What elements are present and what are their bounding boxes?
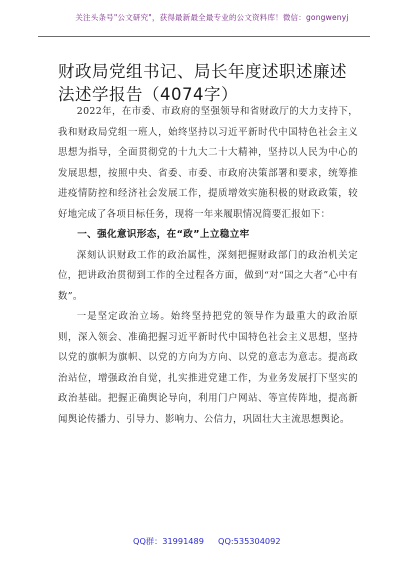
section-paragraph: 深刻认识财政工作的政治属性，深刻把握财政部门的政治机关定位，把讲政治贯彻到工作的全过程各方面，做到“对“国之大者”心中有数”。 — [58, 249, 358, 302]
section-paragraph: 一是坚定政治立场。始终坚持把党的领导作为最重大的政治原则，深入领会、准确把握习近平新时代中国特色社会主义思想，坚持以党的旗帜为旗帜、以党的方向为方向、以党的意志为意志。提高政治站位，增强政治自觉，扎实推进党建工作，为业务发展打下坚实的政治基础。把握正确舆论导向，利用门户网站、等宣传阵地，提高新闻舆论传播力、引导力、影响力、公信力，巩固壮大主流思想舆论。 — [58, 311, 358, 425]
document-body — [58, 102, 358, 430]
footer-qq-contact: QQ:535304092 — [218, 536, 281, 546]
intro-paragraph: 2022年，在市委、市政府的坚强领导和省财政厅的大力支持下，我和财政局党组一班人，始终坚持以习近平新时代中国特色社会主义思想为指导，全面贯彻党的十九大二十大精神，坚持以人民为中心的发展思想，按照中央、省委、市委、市政府决策部署和要求，统筹推进疫情防控和经济社会发展工作，提质增效实施积极的财政政策，较好地完成了各项目标任务，现将一年来履职情况简要汇报如下： — [58, 106, 358, 220]
footer-qq-group: QQ群：31991489 — [133, 536, 204, 546]
header-banner: 关注头条号"公文研究"，获得最新最全最专业的公文资料库！微信：gongwenyj — [75, 13, 349, 22]
section-heading: 一、强化意识形态，在“政”上立稳立牢 — [77, 229, 250, 240]
header-divider — [38, 36, 370, 37]
document-title: 财政局党组书记、局长年度述职述廉述法述学报告（4074字） — [58, 62, 347, 104]
